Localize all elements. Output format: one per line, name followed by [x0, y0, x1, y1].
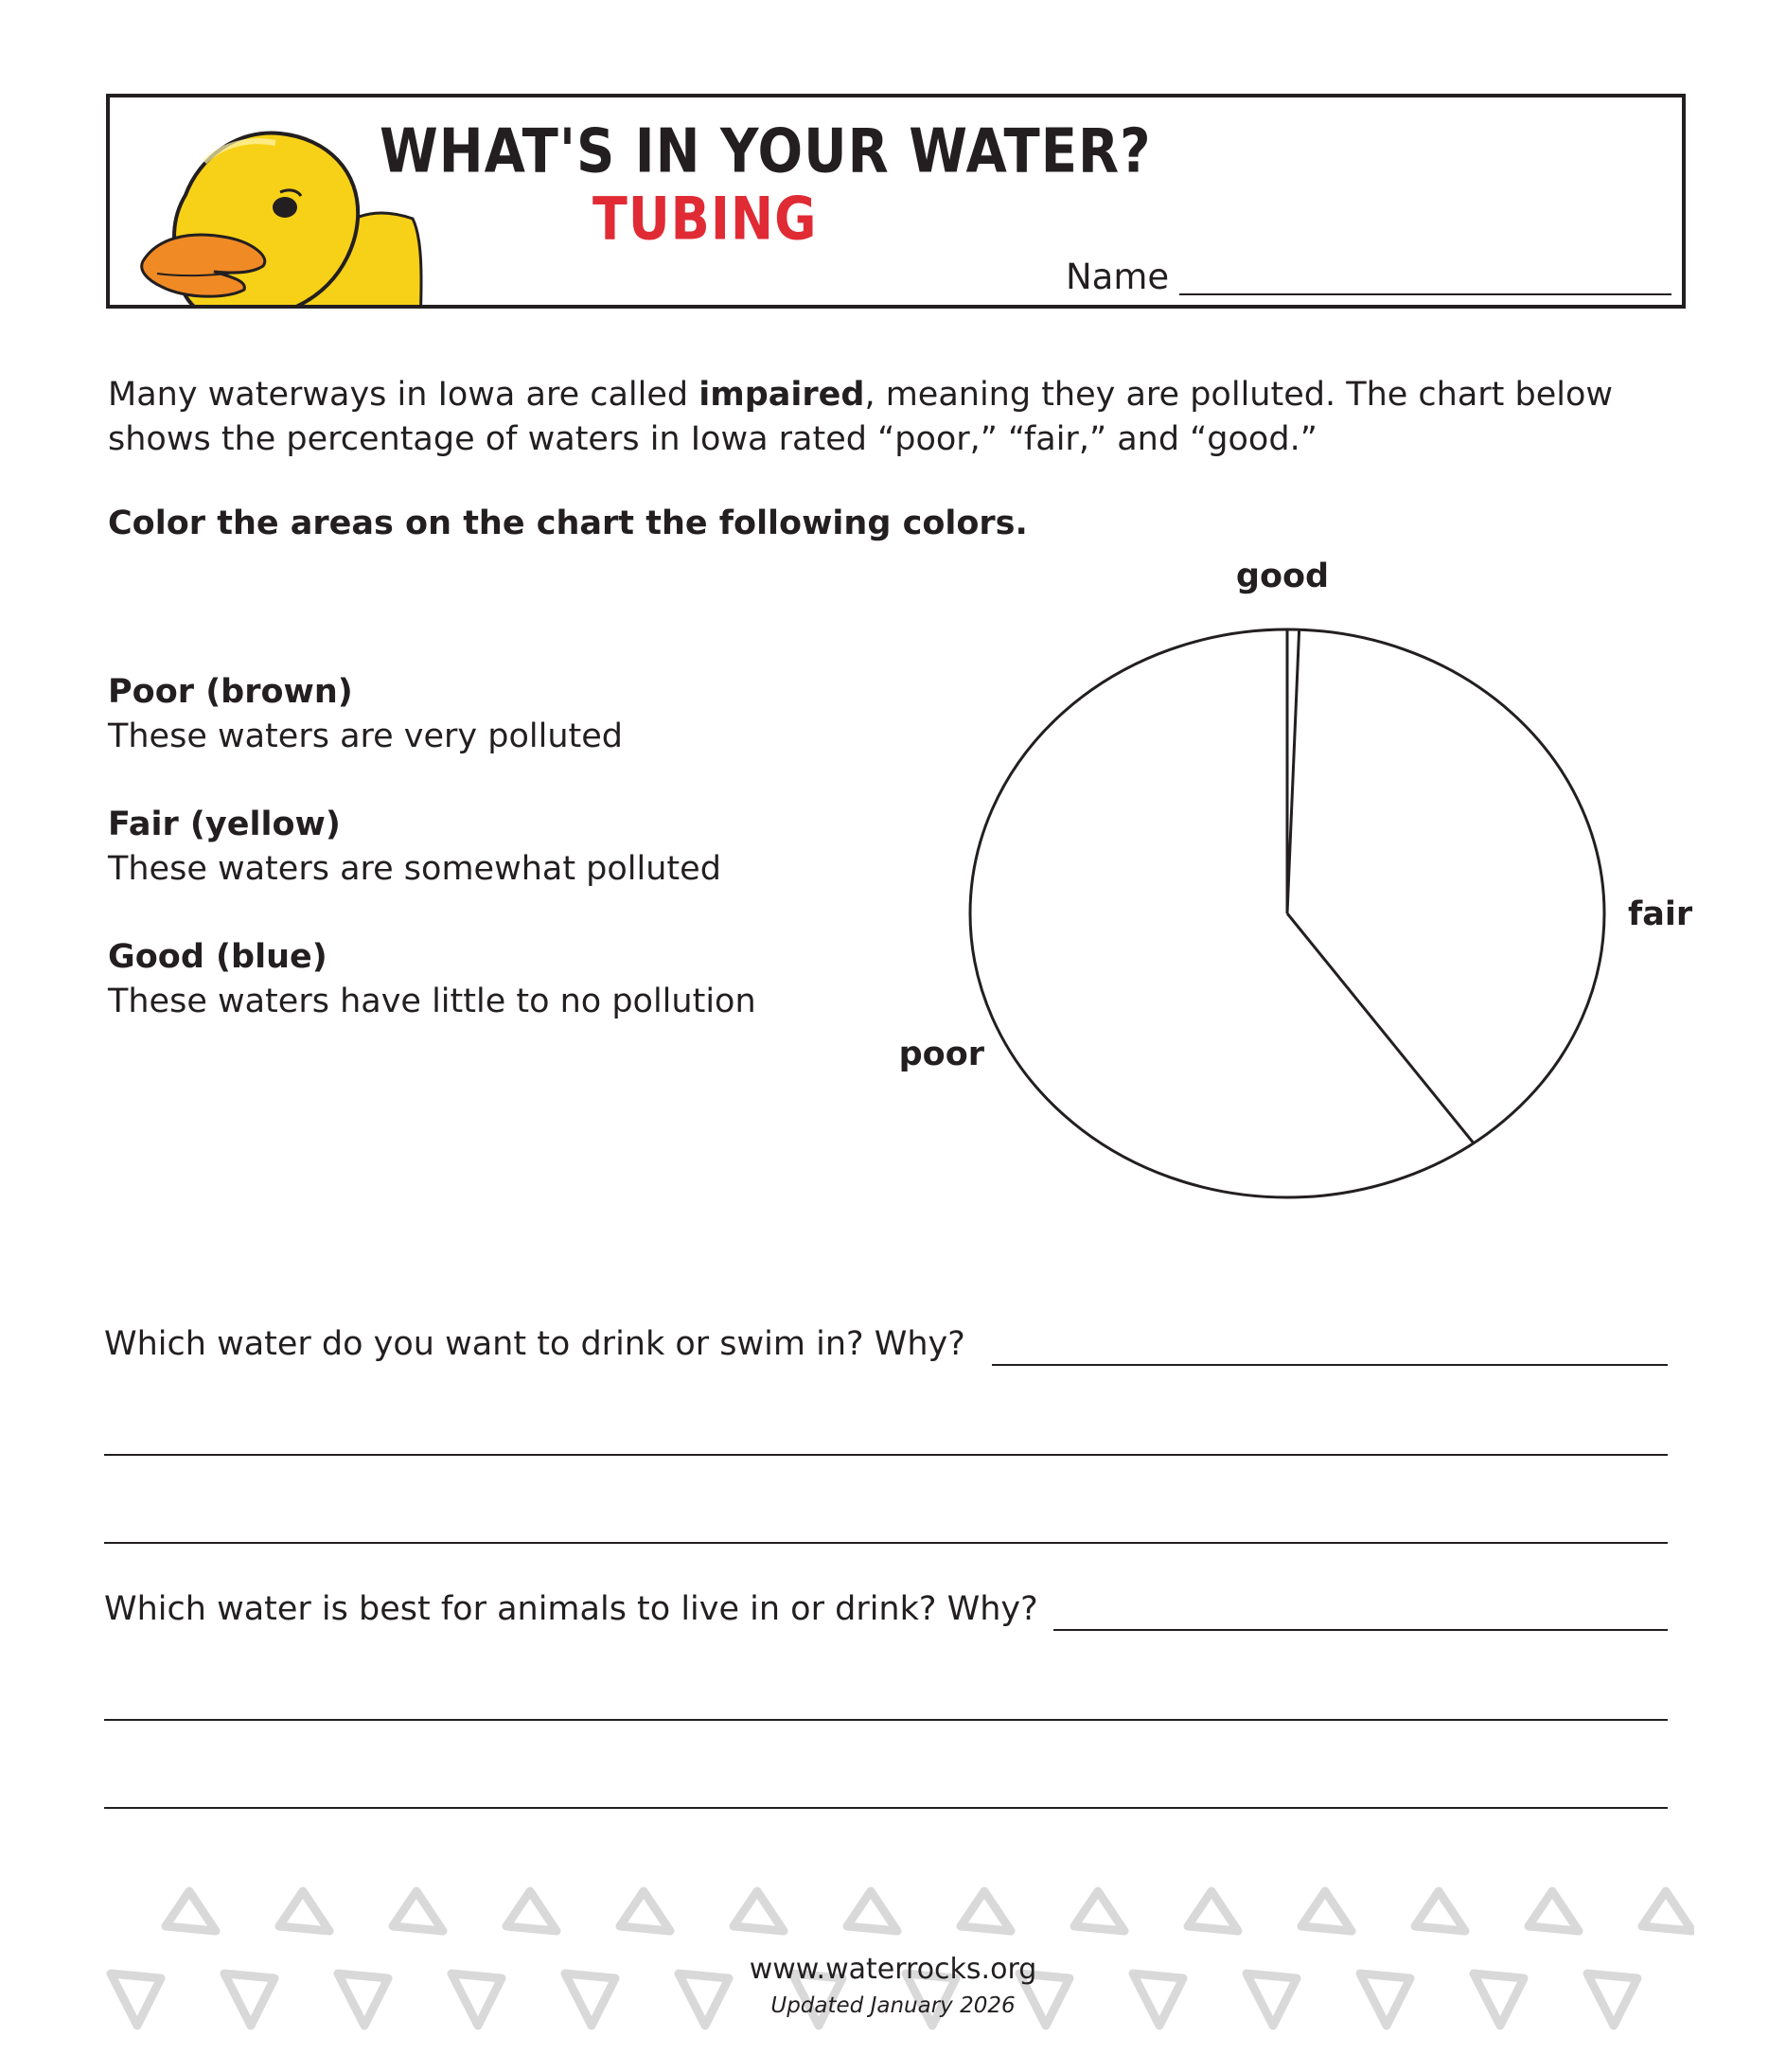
footprint-icon — [166, 1891, 216, 1931]
page-title: WHAT'S IN YOUR WATER? — [380, 116, 1152, 187]
intro-line-1 — [108, 373, 1613, 417]
footer-updated-date: Updated January 2026 — [770, 1993, 1016, 2018]
footprint-icon — [1188, 1891, 1238, 1931]
answer-line[interactable] — [1053, 1629, 1668, 1631]
footprint-icon — [1301, 1891, 1352, 1931]
answer-line[interactable] — [104, 1807, 1668, 1809]
slice-boundary-1 — [1287, 629, 1300, 913]
page-subtitle: TUBING — [592, 185, 818, 254]
footprint-icon — [734, 1891, 784, 1931]
slice-label-fair: fair — [1628, 895, 1693, 933]
legend-title-poor: Poor (brown) — [108, 673, 353, 711]
header-box — [106, 94, 1686, 309]
footprint-icon — [961, 1891, 1011, 1931]
legend-title-good: Good (blue) — [108, 938, 327, 976]
question-2: Which water is best for animals to live in or drink? Why? — [104, 1590, 1038, 1628]
slice-label-good: good — [1235, 558, 1330, 595]
footprint-icon — [847, 1891, 897, 1931]
intro-bold-term: impaired — [698, 376, 865, 414]
footprint-icon — [1529, 1891, 1579, 1931]
footprint-icon — [506, 1891, 557, 1931]
legend-desc-fair: These waters are somewhat polluted — [108, 850, 721, 888]
slice-label-poor: poor — [898, 1036, 984, 1073]
legend-desc-poor: These waters are very polluted — [108, 717, 624, 755]
name-label: Name — [1066, 257, 1170, 297]
intro-paragraph — [108, 373, 1613, 462]
footprint-icon — [393, 1891, 443, 1931]
footer-url: www.waterrocks.org — [749, 1953, 1037, 1986]
answer-line[interactable] — [104, 1454, 1668, 1456]
footprint-icon — [1415, 1891, 1465, 1931]
footprint-icon — [279, 1891, 329, 1931]
footprint-icon — [1074, 1891, 1124, 1931]
legend-desc-good: These waters have little to no pollution — [108, 983, 756, 1020]
pie-chart — [852, 549, 1704, 1212]
slice-boundary-2 — [1287, 913, 1474, 1143]
footprint-icon — [620, 1891, 670, 1931]
answer-line[interactable] — [104, 1719, 1668, 1721]
answer-line[interactable] — [104, 1542, 1668, 1544]
footprint-icon — [1642, 1891, 1692, 1931]
legend-title-fair: Fair (yellow) — [108, 806, 341, 843]
instruction-heading: Color the areas on the chart the following colors. — [108, 505, 1028, 542]
intro-text: , meaning they are polluted. The chart below — [864, 376, 1614, 414]
intro-line-2: shows the percentage of waters in Iowa rated “poor,” “fair,” and “good.” — [108, 420, 1317, 458]
question-1: Which water do you want to drink or swim in? Why? — [104, 1325, 965, 1363]
answer-line[interactable] — [992, 1364, 1668, 1366]
name-input-line[interactable] — [1179, 293, 1671, 295]
intro-text: Many waterways in Iowa are called — [108, 376, 699, 414]
